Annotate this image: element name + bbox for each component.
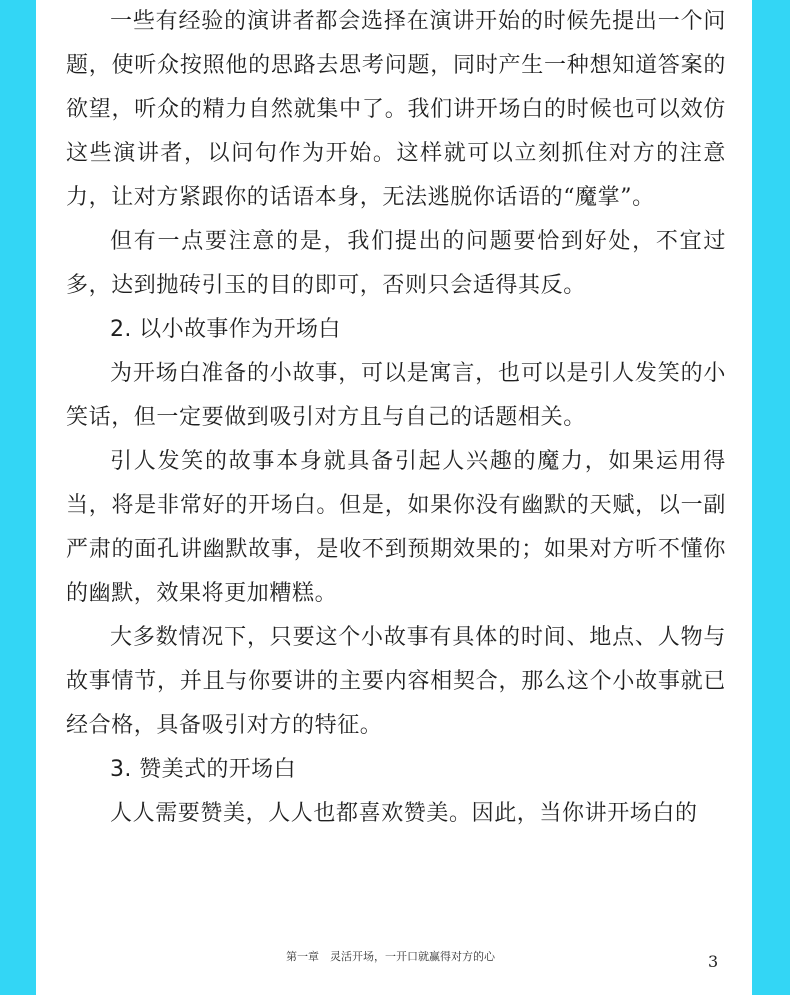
page-body <box>66 0 726 836</box>
page-number: 3 <box>708 952 719 971</box>
paragraph-story-1: 为开场白准备的小故事，可以是寓言，也可以是引人发笑的小笑话，但一定要做到吸引对方且与自己的话题相关。 <box>66 361 726 430</box>
page-footer <box>36 946 752 970</box>
paragraph-story-2: 引人发笑的故事本身就具备引起人兴趣的魔力，如果运用得当，将是非常好的开场白。但是，如果你没有幽默的天赋，以一副严肃的面孔讲幽默故事，是收不到预期效果的；如果对方听不懂你的幽默，效果将更加糟糕。 <box>66 449 726 606</box>
running-head: 第一章 灵活开场，一开口就赢得对方的心 <box>286 950 495 963</box>
paragraph-story-3: 大多数情况下，只要这个小故事有具体的时间、地点、人物与故事情节，并且与你要讲的主要内容相契合，那么这个小故事就已经合格，具备吸引对方的特征。 <box>66 625 726 738</box>
paragraph-praise-1: 人人需要赞美，人人也都喜欢赞美。因此，当你讲开场白的 <box>110 801 698 826</box>
section-heading-story: 2. 以小故事作为开场白 <box>110 317 341 342</box>
section-heading-praise: 3. 赞美式的开场白 <box>110 757 296 782</box>
paragraph-question-opening: 一些有经验的演讲者都会选择在演讲开始的时候先提出一个问题，使听众按照他的思路去思考问题，同时产生一种想知道答案的欲望，听众的精力自然就集中了。我们讲开场白的时候也可以效仿这些演讲者，以问句作为开始。这样就可以立刻抓住对方的注意力，让对方紧跟你的话语本身，无法逃脱你话语的“魔掌”。 <box>66 9 726 210</box>
paragraph-caution: 但有一点要注意的是，我们提出的问题要恰到好处，不宜过多，达到抛砖引玉的目的即可，否则只会适得其反。 <box>66 229 726 298</box>
book-page <box>36 0 752 995</box>
